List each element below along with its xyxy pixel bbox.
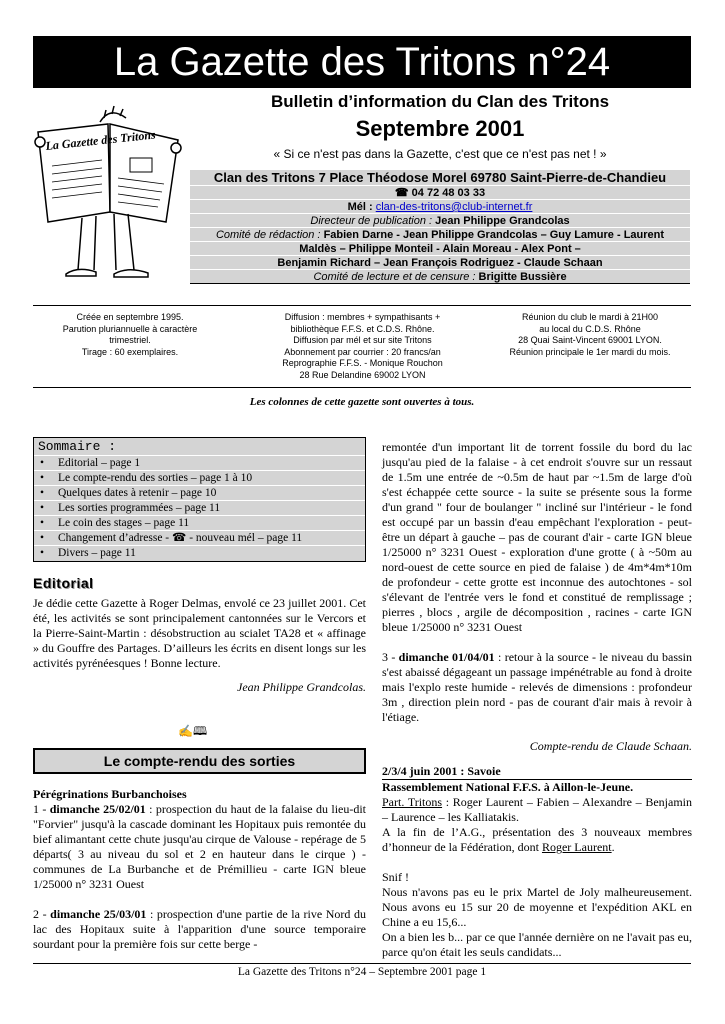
savoie-prize-text: Nous n'avons pas eu le prix Martel de Joly malheureusement. Nous avons eu 15 sur 20 de moyenne et l'expédition AKL en Chine a eu 15,6... — [382, 885, 692, 929]
meeting-line: Réunion principale le 1er mardi du mois. — [509, 346, 671, 357]
bullet-icon: • — [40, 502, 45, 514]
bullet-icon: • — [40, 472, 45, 484]
bullet-icon: • — [40, 532, 45, 544]
director-row — [190, 214, 690, 228]
mail-label: Mél : — [347, 201, 373, 213]
item-number: 2 - — [33, 907, 51, 921]
toc-item[interactable] — [34, 456, 365, 471]
divider-bottom — [33, 387, 691, 388]
toc-item-label: Divers – page 11 — [58, 547, 136, 559]
report-signature: Compte-rendu de Claude Schaan. — [529, 739, 692, 753]
toc-item[interactable] — [34, 486, 365, 501]
editorial-title: Editorial — [33, 575, 94, 591]
table-of-contents — [33, 437, 366, 562]
meeting-info — [490, 312, 690, 358]
honours-end: . — [611, 840, 615, 854]
editorial-signature: Jean Philippe Grandcolas. — [237, 680, 366, 694]
diffusion-line: Diffusion par mél et sur site Tritons — [293, 335, 432, 345]
logo-caption: La Gazette des Tritons — [44, 127, 157, 153]
savoie-honours — [382, 825, 692, 855]
footer-divider — [33, 963, 691, 964]
toc-item-label: Le coin des stages – page 11 — [58, 517, 190, 529]
diffusion-info — [255, 312, 470, 381]
outing-date: dimanche 01/04/01 — [398, 650, 495, 664]
honours-text: A la fin de l’A.G., présentation des 3 nouveaux membres d’honneur de la Fédération, dont — [382, 825, 692, 854]
diffusion-line: bibliothèque F.F.S. et C.D.S. Rhône. — [290, 323, 435, 334]
creation-line: trimestriel. — [109, 335, 151, 345]
toc-item[interactable] — [34, 516, 365, 531]
toc-item-label: Quelques dates à retenir – page 10 — [58, 487, 217, 499]
tagline: Les colonnes de cette gazette sont ouvertes à tous. — [249, 396, 475, 408]
diffusion-line: Diffusion : membres + sympathisants + — [284, 312, 441, 322]
creation-line: Tirage : 60 exemplaires. — [81, 346, 179, 357]
committee-names-1: Fabien Darne - Jean Philippe Grandcolas – Guy Lamure - Laurent — [323, 229, 665, 241]
meeting-line: au local du C.D.S. Rhône — [539, 323, 641, 334]
honoured-member: Roger Laurent — [541, 840, 612, 854]
committee-row-3: Benjamin Richard – Jean François Rodriguez - Claude Schaan — [190, 256, 690, 270]
outing-date: dimanche 25/03/01 — [50, 907, 147, 921]
meeting-line: 28 Quai Saint-Vincent 69001 LYON. — [518, 335, 662, 345]
toc-item[interactable] — [34, 531, 365, 546]
diffusion-line: Reprographie F.F.S. - Monique Rouchon — [282, 358, 443, 368]
meeting-line: Réunion du club le mardi à 21H00 — [521, 312, 659, 322]
creation-line: Parution pluriannuelle à caractère — [62, 323, 198, 334]
newspaper-reader-logo — [30, 94, 190, 294]
outing-text: : prospection du haut de la falaise du lieu-dit "Forvier" jusqu'à la cascade dominant les Hopitaux puis remontée du bief alimantant cette chute jusqu'au cirque de Valouse - repérage de 5 départs( 3 au niveau du sol et 2 en hauteur dans le cirque ) - communes de La Burbanche et de Prémillieu - carte IGN bleue 1/25000 n° 3231 Ouest — [33, 802, 367, 891]
creation-line: Créée en septembre 1995. — [76, 312, 184, 322]
savoie-snif: Snif ! — [382, 870, 409, 884]
peregrinations-p1 — [33, 802, 366, 892]
phone-icon: ☎ — [394, 187, 409, 199]
savoie-article — [382, 780, 692, 960]
toc-item[interactable] — [34, 471, 365, 486]
club-info-box — [190, 170, 690, 284]
bullet-icon: • — [40, 517, 45, 529]
savoie-heading: Rassemblement National F.F.S. à Aillon-le-Jeune. — [382, 780, 634, 794]
outing-date: dimanche 25/02/01 — [49, 802, 146, 816]
toc-item-label: Changement d’adresse - ☎ - nouveau mél – page 11 — [58, 532, 303, 544]
toc-item-label: Les sorties programmées – page 11 — [58, 502, 221, 514]
item-number: 3 - — [382, 650, 399, 664]
peregrinations-heading: Pérégrinations Burbanchoises — [33, 787, 187, 801]
toc-item-label: Editorial – page 1 — [58, 457, 141, 469]
pen-book-icon: ✍🕮 — [178, 724, 208, 738]
diffusion-line: Abonnement par courrier : 20 francs/an — [284, 346, 441, 357]
savoie-closing-text: On a bien les b... par ce que l'année dernière on ne l'avait pas eu, parce qu'on était les seuls candidats... — [382, 930, 692, 959]
club-address: Clan des Tritons 7 Place Théodose Morel 69780 Saint-Pierre-de-Chandieu — [190, 170, 690, 186]
bullet-icon: • — [40, 547, 45, 559]
diffusion-line: 28 Rue Delandine 69002 LYON — [299, 369, 426, 380]
outing-text: : retour à la source - le niveau du bassin s'est abaissé dégageant un passage impénétrable au fond à droite mais l'explo reste humide - relevés de dimensions : profondeur 3m , direction plein nord - pas de courant d'air mais à revoir à l'étiage. — [382, 650, 692, 724]
source-return-text — [382, 650, 692, 725]
editorial-text: Je dédie cette Gazette à Roger Delmas, envolé ce 23 juillet 2001. Cet été, les activités se sont principalement cantonnées sur le Vercors et la Pierre-Saint-Martin : désobstruction au scialet TA28 et « affinage » du Gouffre des Partages. D’ailleurs les écrits en disent longs sur les activités pyrénéesques ! Bonne lecture. — [33, 596, 366, 670]
toc-title: Sommaire : — [34, 438, 365, 456]
toc-item[interactable] — [34, 501, 365, 516]
creation-info — [40, 312, 220, 358]
gazette-title-banner: La Gazette des Tritons n°24 — [33, 36, 691, 88]
participants-label: Part. Tritons — [382, 795, 443, 809]
committee-label: Comité de rédaction : — [215, 229, 321, 241]
divider-top — [33, 305, 691, 306]
mail-row — [190, 200, 690, 214]
peregrinations-article — [33, 787, 366, 952]
right-column-article — [382, 440, 692, 754]
savoie-participants — [382, 795, 692, 825]
toc-item[interactable] — [34, 546, 365, 561]
bullet-icon: • — [40, 457, 45, 469]
outing-text: : prospection d'une partie de la rive Nord du lac des Hopitaux suite à l'apparition d'une source temporaire sourdant pour la première fois sur cette berge - — [33, 907, 367, 951]
director-label: Directeur de publication : — [310, 215, 433, 227]
committee-row-2: Maldès – Philippe Monteil - Alain Moreau - Alex Pont – — [190, 242, 690, 256]
source-exploration-text: remontée d'un important lit de torrent fossile du bord du lac jusqu'au pied de la falaise - à cet endroit s'ouvre sur un ressaut de 1.5m une entrée de ~0.5m de haut par ~1.5m de large d'où s'est échappée cette source - la suite se présente sous la forme d'un grand " four de boulanger " incliné sur l'intérieur - le fond est occupé par un bassin d'eau empêchant l'exploration - peut-être un départ à gauche – pas de courant d'air - carte IGN bleue 1/25000 n° 3231 Ouest - exploration d'une grotte ( à ~50m au nord-ouest de cette source en pied de falaise ) de 4m*4m*10m de profondeur - cette grotte est inconnue des autochtones - sol s'élevant de l'entrée vers le fond et constitué de remplissage ; pierres , blocs , argile de décomposition , racines - carte IGN bleue 1/25000 n° 3231 Ouest — [382, 440, 692, 634]
page-footer: La Gazette des Tritons n°24 – Septembre 2001 page 1 — [237, 966, 487, 978]
reading-row — [190, 270, 690, 284]
toc-item-label: Le compte-rendu des sorties – page 1 à 10 — [58, 472, 253, 484]
issue-date: Septembre 2001 — [355, 116, 525, 141]
peregrinations-p2 — [33, 907, 366, 952]
savoie-date-title: 2/3/4 juin 2001 : Savoie — [382, 764, 692, 780]
phone-number: 04 72 48 03 33 — [411, 187, 486, 199]
editorial-body — [33, 596, 366, 695]
director-name: Jean Philippe Grandcolas — [435, 215, 570, 227]
committee-row-1 — [190, 228, 690, 242]
club-phone — [190, 186, 690, 200]
section-title-box: Le compte-rendu des sorties — [33, 748, 366, 774]
reading-label: Comité de lecture et de censure : — [313, 271, 476, 283]
mail-link[interactable]: clan-des-tritons@club-internet.fr — [375, 201, 533, 213]
bulletin-subtitle: Bulletin d’information du Clan des Tritons — [270, 92, 610, 111]
motto: « Si ce n'est pas dans la Gazette, c'est que ce n'est pas net ! » — [273, 147, 607, 161]
bullet-icon: • — [40, 487, 45, 499]
participants-text: : Roger Laurent – Fabien – Alexandre – Benjamin – Laurence – les Kalliatakis. — [382, 795, 692, 824]
item-number: 1 - — [33, 802, 50, 816]
reading-name: Brigitte Bussière — [478, 271, 567, 283]
